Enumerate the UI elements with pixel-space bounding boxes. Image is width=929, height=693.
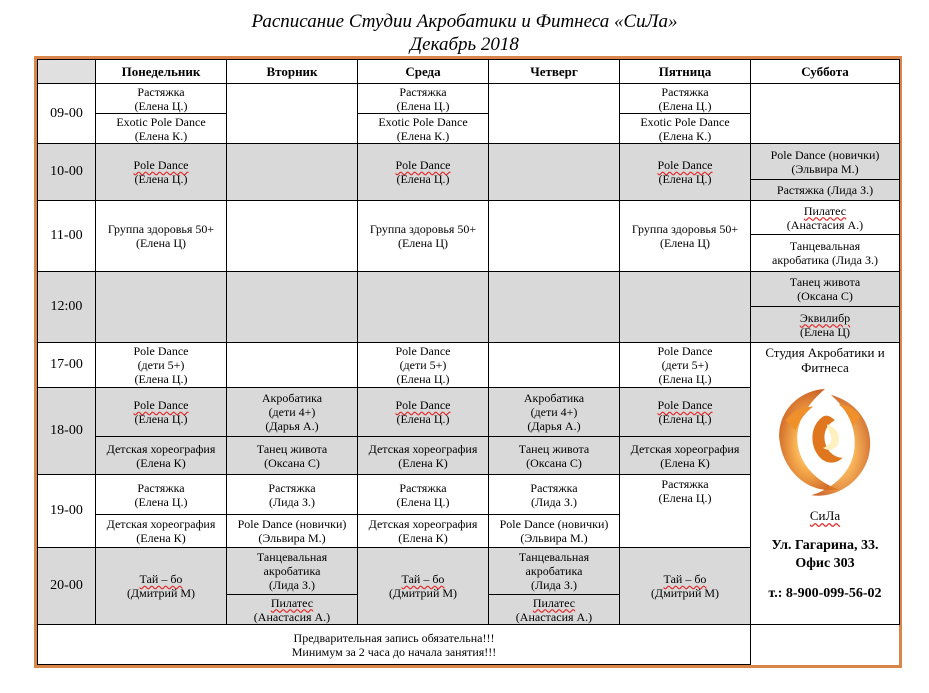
booking-note: Предварительная запись обязательна!!! Минимум за 2 часа до начала занятия!!! — [38, 625, 751, 665]
empty-cell — [227, 84, 358, 144]
class-cell: Танцевальная акробатика (Лида З.) — [227, 548, 358, 595]
class-cell: Pole Dance (новички) (Эльвира М.) — [489, 515, 620, 548]
page-subtitle: Декабрь 2018 — [410, 34, 519, 55]
day-header: Понедельник — [96, 60, 227, 84]
saturday-class-cell: Растяжка (Лида З.) — [751, 180, 900, 201]
class-cell: Танец живота (Оксана С) — [489, 437, 620, 475]
class-cell: Pole Dance (Елена Ц.) — [358, 144, 489, 201]
class-cell: Pole Dance (Елена Ц.) — [620, 388, 751, 437]
class-cell: Детская хореография (Елена К) — [96, 515, 227, 548]
class-cell: Детская хореография (Елена К) — [358, 515, 489, 548]
class-cell: Pole Dance (Елена Ц.) — [96, 388, 227, 437]
corner-cell — [38, 60, 96, 84]
empty-cell — [489, 201, 620, 272]
class-cell: Танец живота (Оксана С) — [227, 437, 358, 475]
page-title: Расписание Студии Акробатики и Фитнеса «СиЛа» — [251, 11, 678, 32]
time-cell: 20-00 — [38, 548, 96, 625]
saturday-class-cell: Эквилибр (Елена Ц) — [751, 307, 900, 343]
time-cell: 12:00 — [38, 272, 96, 343]
class-cell: Танцевальная акробатика (Лида З.) — [489, 548, 620, 595]
class-cell: Растяжка (Елена Ц.) — [620, 475, 751, 548]
class-cell: Exotic Pole Dance (Елена К.) — [96, 114, 227, 144]
day-header: Четверг — [489, 60, 620, 84]
class-cell: Exotic Pole Dance (Елена К.) — [358, 114, 489, 144]
class-cell: Растяжка (Лида З.) — [489, 475, 620, 515]
time-cell: 18-00 — [38, 388, 96, 475]
empty-cell — [227, 144, 358, 201]
studio-phone: т.: 8-900-099-56-02 — [768, 586, 882, 601]
class-cell: Тай – бо (Дмитрий М) — [358, 548, 489, 625]
phoenix-logo-icon — [766, 381, 884, 505]
empty-cell — [96, 272, 227, 343]
day-header: Суббота — [751, 60, 900, 84]
empty-cell — [489, 343, 620, 388]
empty-cell — [227, 272, 358, 343]
class-cell: Детская хореография (Елена К) — [358, 437, 489, 475]
class-cell: Растяжка (Елена Ц.) — [96, 84, 227, 114]
empty-cell — [358, 272, 489, 343]
time-cell: 17-00 — [38, 343, 96, 388]
time-cell: 10-00 — [38, 144, 96, 201]
studio-name: Студия Акробатики и Фитнеса — [765, 345, 885, 375]
saturday-class-cell: Pole Dance (новички) (Эльвира М.) — [751, 144, 900, 180]
day-header: Пятница — [620, 60, 751, 84]
time-cell: 09-00 — [38, 84, 96, 144]
class-cell: Pole Dance (Елена Ц.) — [620, 144, 751, 201]
empty-cell — [751, 84, 900, 144]
studio-brand: СиЛа — [809, 508, 841, 523]
schedule-table — [37, 59, 900, 665]
studio-address: Ул. Гагарина, 33. Офис 303 — [771, 538, 879, 571]
class-cell: Растяжка (Елена Ц.) — [96, 475, 227, 515]
day-header: Среда — [358, 60, 489, 84]
class-cell: Растяжка (Елена Ц.) — [358, 475, 489, 515]
saturday-class-cell: Танцевальная акробатика (Лида З.) — [751, 235, 900, 272]
class-cell: Pole Dance (дети 5+) (Елена Ц.) — [96, 343, 227, 388]
class-cell: Pole Dance (дети 5+) (Елена Ц.) — [358, 343, 489, 388]
class-cell: Растяжка (Лида З.) — [227, 475, 358, 515]
class-cell: Растяжка (Елена Ц.) — [358, 84, 489, 114]
empty-cell — [489, 272, 620, 343]
empty-cell — [489, 84, 620, 144]
saturday-class-cell: Пилатес (Анастасия А.) — [751, 201, 900, 235]
time-cell: 19-00 — [38, 475, 96, 548]
saturday-class-cell: Танец живота (Оксана С) — [751, 272, 900, 307]
class-cell: Группа здоровья 50+ (Елена Ц) — [620, 201, 751, 272]
class-cell: Акробатика (дети 4+) (Дарья А.) — [227, 388, 358, 437]
empty-cell — [227, 343, 358, 388]
class-cell: Пилатес (Анастасия А.) — [227, 595, 358, 625]
class-cell: Pole Dance (Елена Ц.) — [358, 388, 489, 437]
class-cell: Тай – бо (Дмитрий М) — [96, 548, 227, 625]
class-cell: Exotic Pole Dance (Елена К.) — [620, 114, 751, 144]
class-cell: Pole Dance (новички) (Эльвира М.) — [227, 515, 358, 548]
class-cell: Акробатика (дети 4+) (Дарья А.) — [489, 388, 620, 437]
empty-cell — [620, 272, 751, 343]
class-cell: Детская хореография (Елена К) — [96, 437, 227, 475]
empty-cell — [489, 144, 620, 201]
time-cell: 11-00 — [38, 201, 96, 272]
class-cell: Растяжка (Елена Ц.) — [620, 84, 751, 114]
studio-info-cell — [751, 343, 900, 625]
header-row — [38, 60, 900, 84]
class-cell: Pole Dance (дети 5+) (Елена Ц.) — [620, 343, 751, 388]
class-cell: Группа здоровья 50+ (Елена Ц) — [96, 201, 227, 272]
class-cell: Группа здоровья 50+ (Елена Ц) — [358, 201, 489, 272]
class-cell: Pole Dance (Елена Ц.) — [96, 144, 227, 201]
class-cell: Пилатес (Анастасия А.) — [489, 595, 620, 625]
class-cell: Тай – бо (Дмитрий М) — [620, 548, 751, 625]
day-header: Вторник — [227, 60, 358, 84]
class-cell: Детская хореография (Елена К) — [620, 437, 751, 475]
empty-cell — [227, 201, 358, 272]
